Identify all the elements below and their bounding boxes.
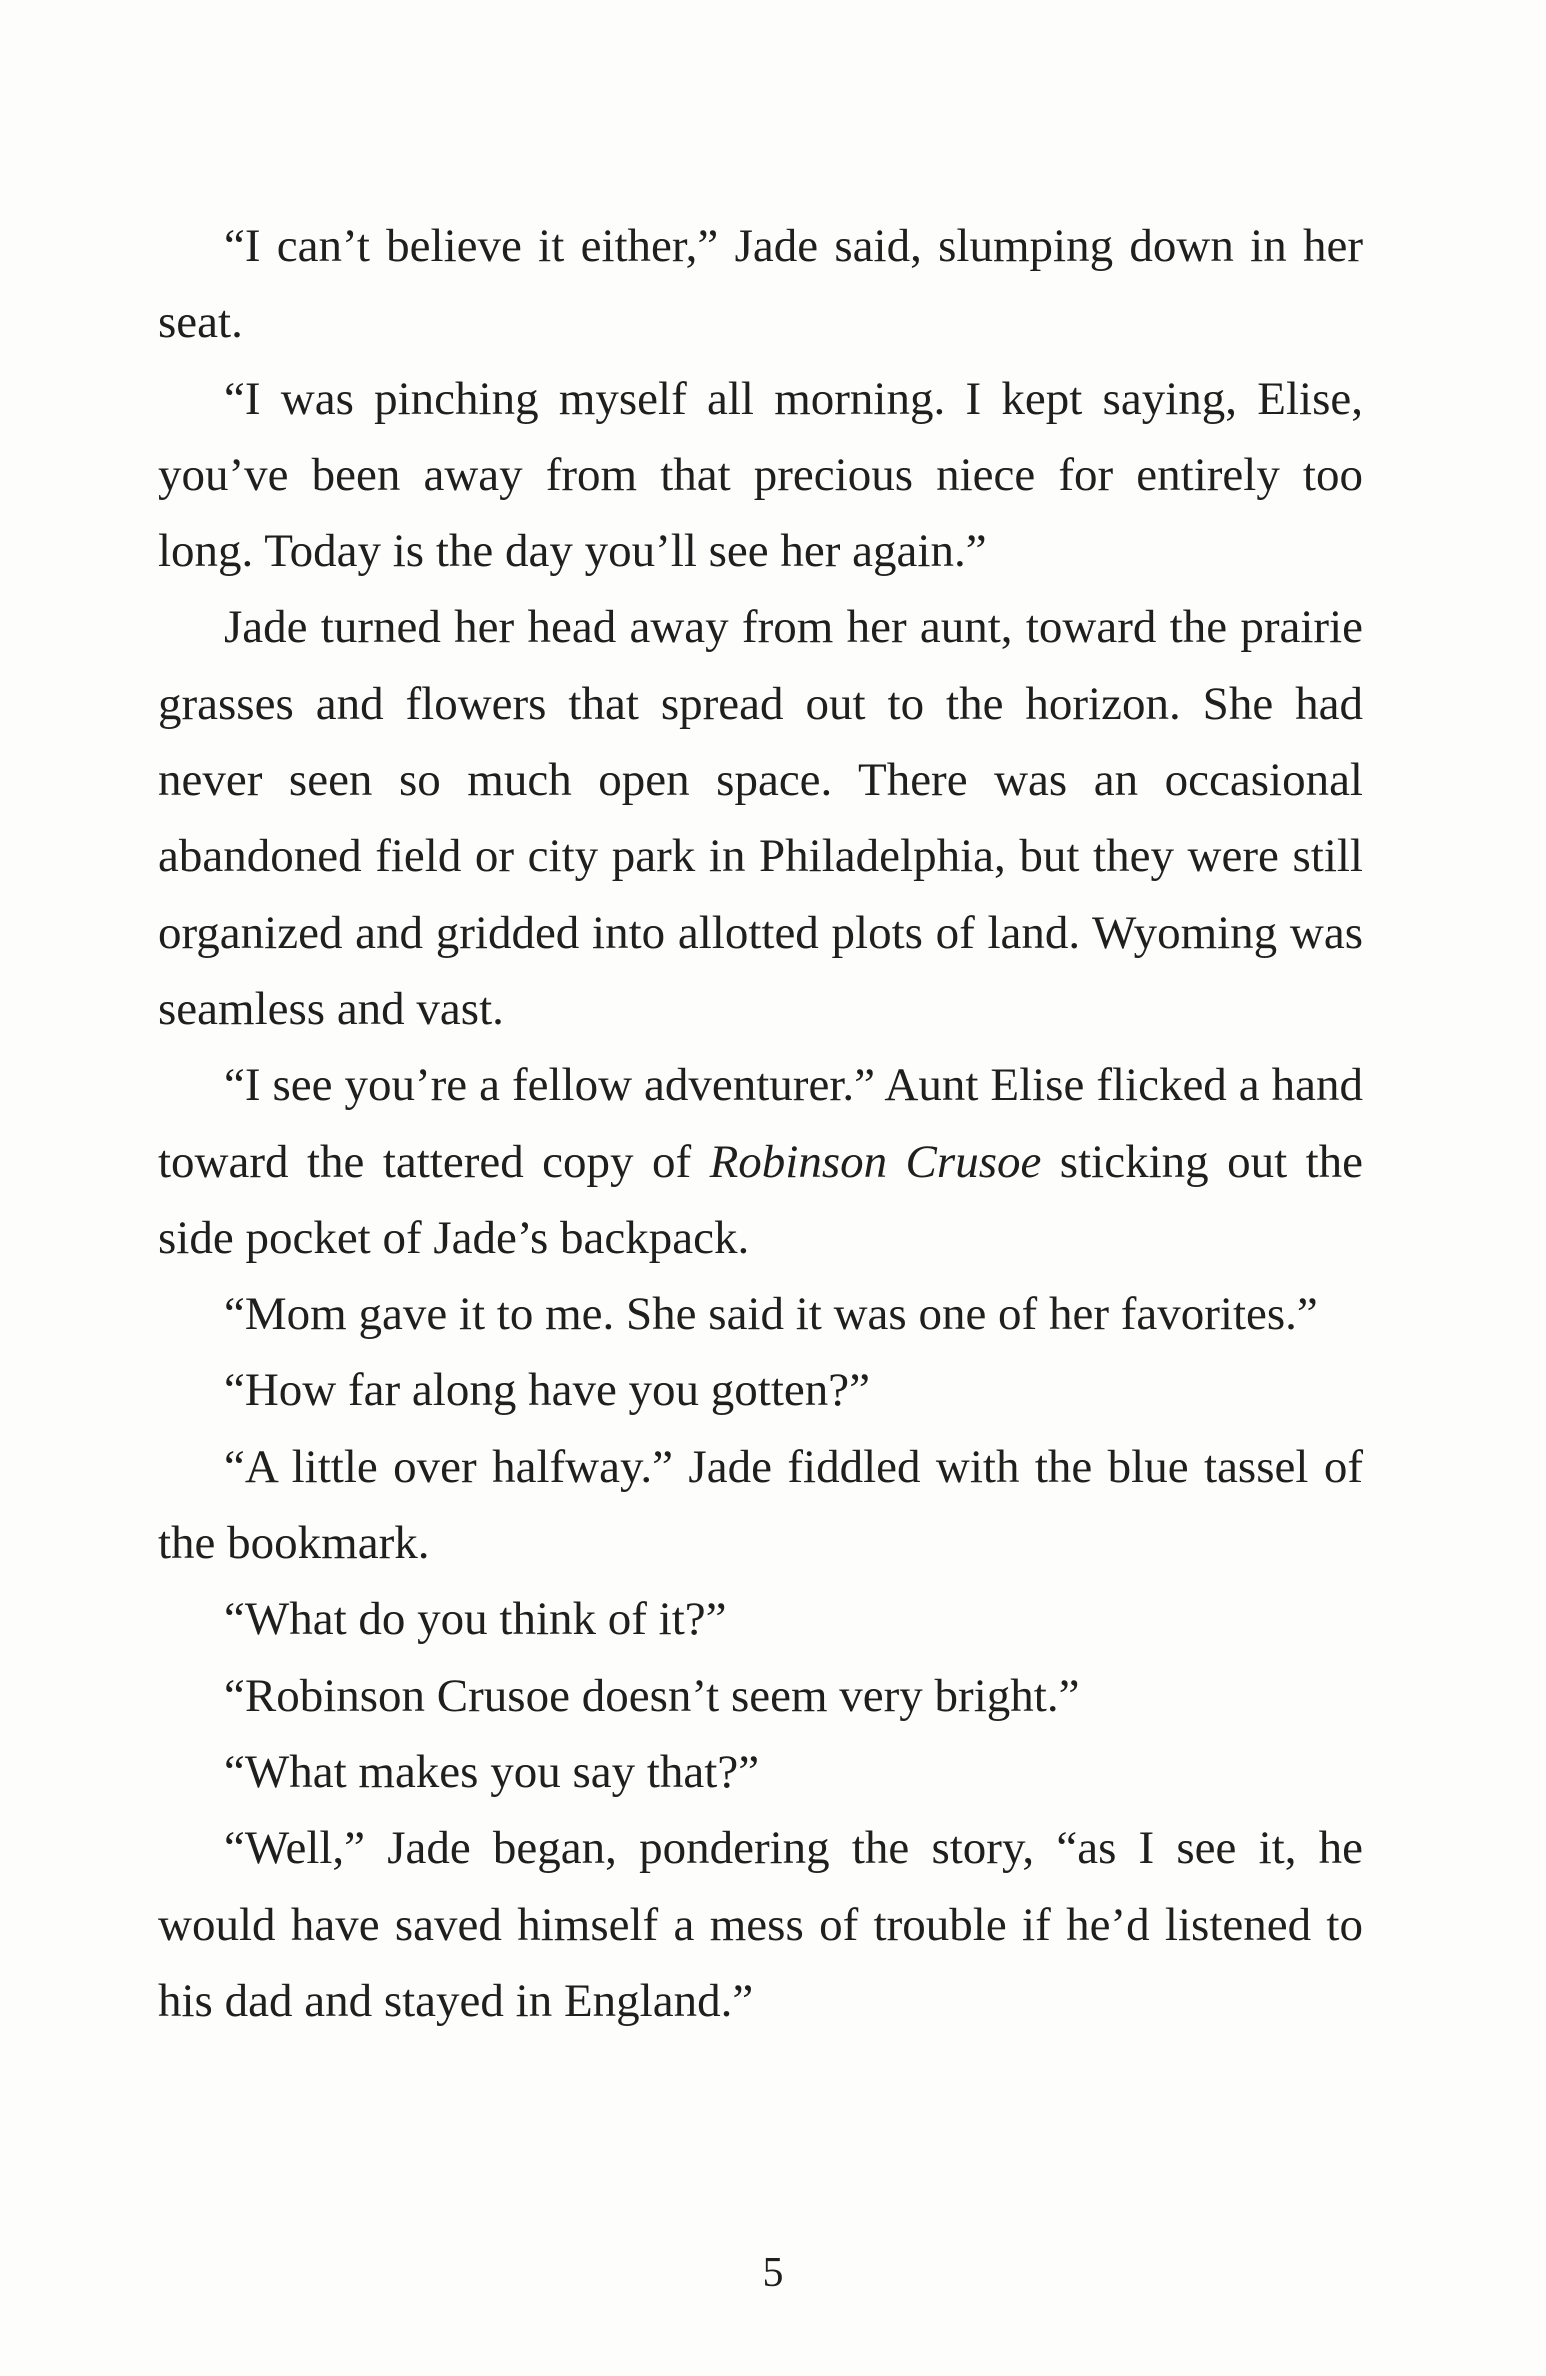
book-title-italic: Robinson Crusoe — [709, 1135, 1042, 1188]
paragraph-11: “Well,” Jade began, pondering the story, “as I see it, he would have saved himself a mess of trouble if he’d listened to his dad and stayed in England.” — [158, 1822, 1363, 2027]
paragraph-1: “I can’t believe it either,” Jade said, slumping down in her seat. — [158, 220, 1363, 349]
paragraph-7: “A little over halfway.” Jade fiddled with the blue tassel of the bookmark. — [158, 1440, 1363, 1570]
paragraph-2: “I was pinching myself all morning. I kept saying, Elise, you’ve been away from that precious niece for entirely too long. Today is the day you’ll see her again.” — [158, 372, 1363, 578]
paragraph-5: “Mom gave it to me. She said it was one of her favorites.” — [224, 1288, 1318, 1341]
paragraph-4-before: “I see you’re a fellow adventurer.” Aunt Elise flicked a hand toward the tattered copy of — [158, 1059, 1363, 1188]
paragraph-8: “What do you think of it?” — [224, 1593, 727, 1646]
body-text — [158, 208, 1363, 2039]
paragraph-9: “Robinson Crusoe doesn’t seem very bright.” — [224, 1669, 1080, 1722]
paragraph-4 — [158, 1047, 1363, 1276]
paragraph-6: “How far along have you gotten?” — [224, 1364, 870, 1417]
paragraph-4-after: sticking out the side pocket of Jade’s backpack. — [158, 1135, 1363, 1264]
paragraph-10: “What makes you say that?” — [224, 1745, 760, 1798]
paragraph-3: Jade turned her head away from her aunt, toward the prairie grasses and flowers that spread out to the horizon. She had never seen so much open space. There was an occasional abandoned field or city park in Philadelphia, but they were still organized and gridded into allotted plots of land. Wyoming was seamless and vast. — [158, 601, 1363, 1035]
page-number: 5 — [762, 2250, 784, 2296]
